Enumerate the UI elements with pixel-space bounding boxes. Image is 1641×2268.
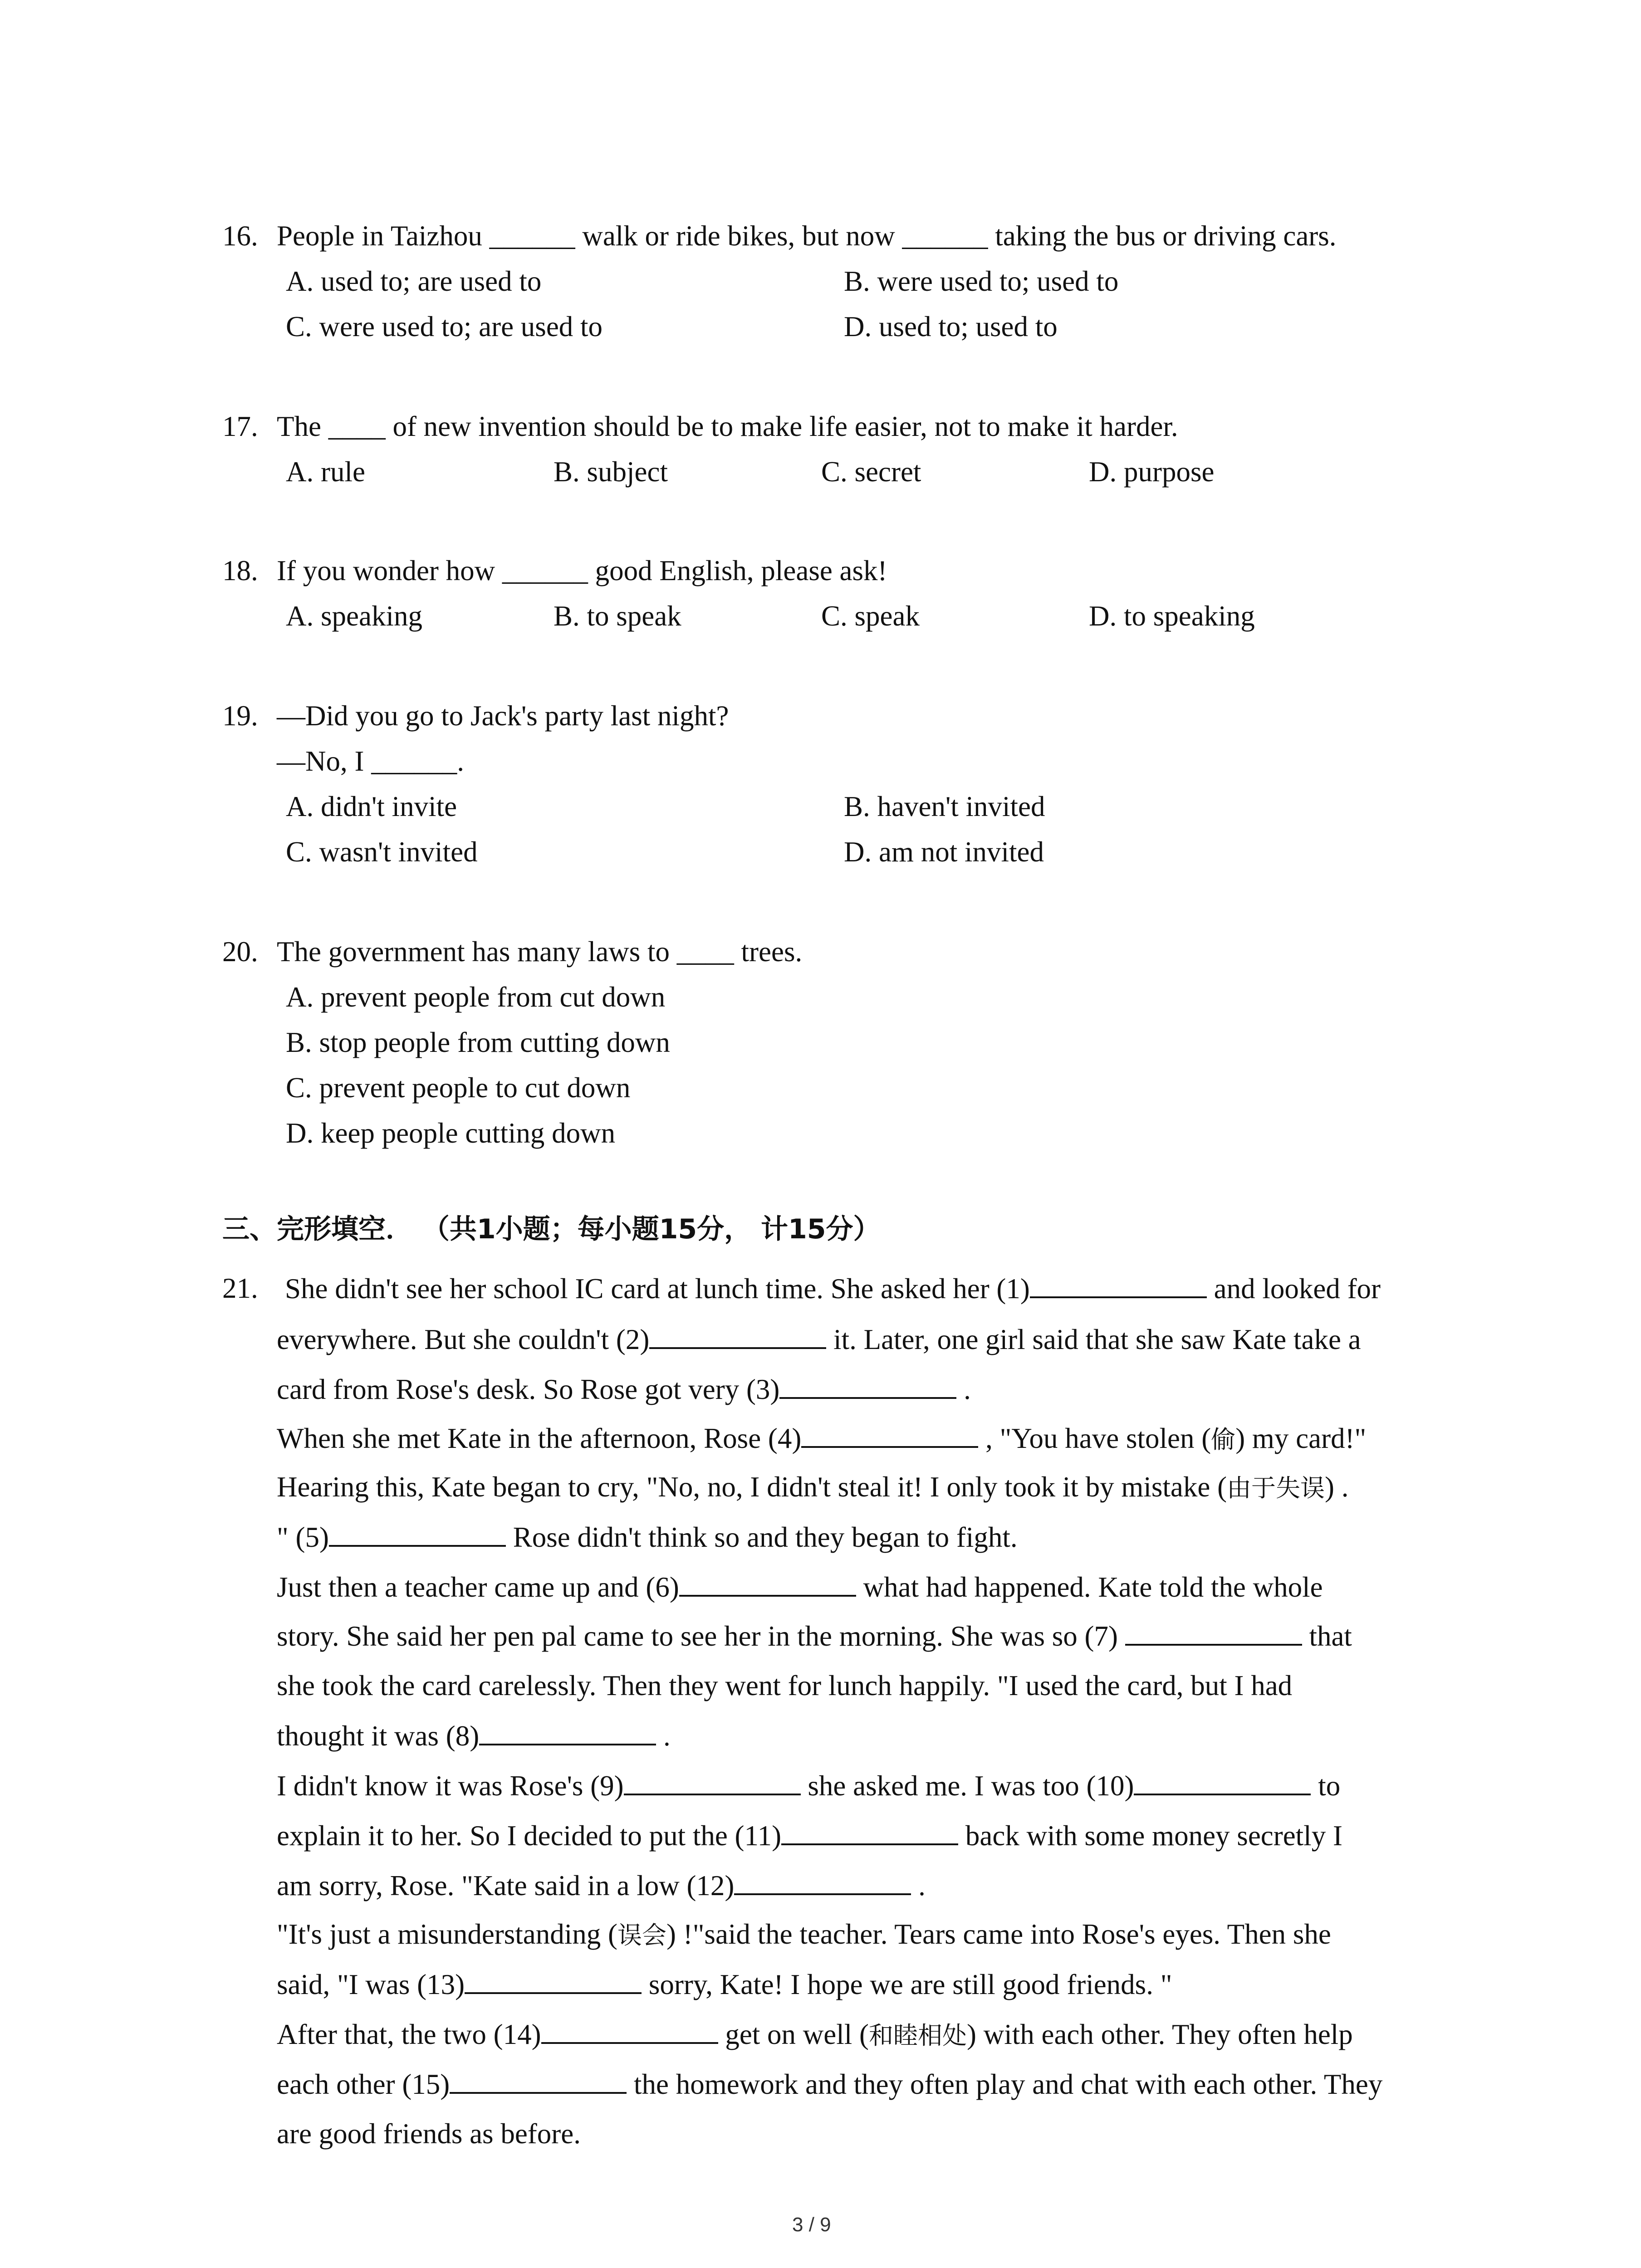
option-c: C. secret [821, 456, 921, 488]
answer-blank [450, 2066, 627, 2094]
chinese-gloss: 和睦相处 [869, 2021, 967, 2050]
cloze-text: I didn't know it was Rose's (9) [277, 1770, 624, 1802]
cloze-line [277, 1966, 1172, 2003]
cloze-text: . [956, 1374, 971, 1405]
option-a: A. didn't invite [286, 791, 457, 822]
cloze-text: She didn't see her school IC card at lunch time. She asked her (1) [285, 1273, 1030, 1305]
option-b: B. haven't invited [844, 791, 1045, 822]
cloze-text: she took the card carelessly. Then they went for lunch happily. "I used the card, but I had [277, 1670, 1293, 1701]
option-a: A. rule [286, 456, 365, 488]
cloze-text: , "You have stolen ( [978, 1422, 1211, 1454]
answer-blank [1030, 1270, 1207, 1298]
option-d: D. used to; used to [844, 311, 1058, 342]
answer-blank [624, 1767, 801, 1795]
question-number: 17. [222, 411, 258, 442]
cloze-text: to [1311, 1770, 1341, 1802]
cloze-line [277, 1667, 1292, 1704]
cloze-line [277, 1371, 971, 1408]
option-a: A. used to; are used to [286, 265, 542, 297]
chinese-gloss: 由于失误 [1227, 1474, 1325, 1502]
cloze-text: the homework and they often play and chat with each other. They [627, 2068, 1383, 2100]
cloze-text: said, "I was (13) [277, 1969, 465, 2000]
question-number: 16. [222, 220, 258, 252]
cloze-text: card from Rose's desk. So Rose got very (3) [277, 1374, 780, 1405]
question-stem: The ____ of new invention should be to make life easier, not to make it harder. [277, 411, 1178, 442]
cloze-text: thought it was (8) [277, 1720, 480, 1752]
cloze-text: "It's just a misunderstanding ( [277, 1918, 617, 1950]
cloze-line [277, 2116, 581, 2152]
cloze-text: When she met Kate in the afternoon, Rose (4) [277, 1422, 802, 1454]
question-stem: If you wonder how ______ good English, please ask! [277, 555, 887, 587]
cloze-text: story. She said her pen pal came to see her in the morning. She was so (7) [277, 1620, 1125, 1652]
option-d: D. keep people cutting down [286, 1117, 616, 1149]
cloze-text: get on well ( [718, 2019, 869, 2050]
cloze-text: ) . [1325, 1471, 1349, 1503]
answer-blank [649, 1321, 826, 1349]
option-c: C. prevent people to cut down [286, 1072, 631, 1104]
cloze-text: . [911, 1870, 926, 1901]
question-number: 20. [222, 936, 258, 968]
cloze-text: Hearing this, Kate began to cry, "No, no, I didn't steal it! I only took it by mistake ( [277, 1471, 1227, 1503]
option-d: D. to speaking [1089, 600, 1255, 632]
answer-blank [329, 1519, 506, 1547]
cloze-text: what had happened. Kate told the whole [856, 1571, 1323, 1603]
cloze-line [277, 1618, 1352, 1654]
cloze-line [277, 1469, 1349, 1506]
answer-blank [479, 1717, 656, 1745]
cloze-line [277, 2066, 1382, 2102]
question-stem: The government has many laws to ____ trees. [277, 936, 803, 968]
cloze-text: am sorry, Rose. "Kate said in a low (12) [277, 1870, 735, 1901]
answer-blank [779, 1371, 956, 1399]
cloze-line [277, 1817, 1342, 1854]
answer-blank [1134, 1767, 1311, 1795]
chinese-gloss: 误会 [617, 1921, 666, 1950]
cloze-text: each other (15) [277, 2068, 450, 2100]
cloze-line [277, 1717, 671, 1754]
option-d: D. am not invited [844, 836, 1044, 868]
question-number: 21. [222, 1272, 258, 1304]
cloze-text: back with some money secretly I [958, 1820, 1342, 1852]
cloze-text: ) my card!" [1235, 1422, 1367, 1454]
option-a: A. speaking [286, 600, 422, 632]
cloze-text: ) !"said the teacher. Tears came into Rose's eyes. Then she [666, 1918, 1331, 1950]
cloze-line [277, 1569, 1323, 1605]
option-c: C. speak [821, 600, 920, 632]
option-a: A. prevent people from cut down [286, 981, 666, 1013]
option-b: B. stop people from cutting down [286, 1026, 670, 1058]
cloze-text: that [1302, 1620, 1352, 1652]
question-number: 18. [222, 555, 258, 587]
cloze-line [277, 1767, 1340, 1804]
question-stem: People in Taizhou ______ walk or ride bikes, but now ______ taking the bus or driving cars. [277, 220, 1337, 252]
chinese-gloss: 偷 [1211, 1425, 1236, 1454]
cloze-text: ) with each other. They often help [967, 2019, 1353, 2050]
option-d: D. purpose [1089, 456, 1215, 488]
cloze-line [277, 1916, 1331, 1954]
option-c: C. wasn't invited [286, 836, 478, 868]
cloze-text: explain it to her. So I decided to put the (11) [277, 1820, 782, 1852]
cloze-line [277, 1420, 1366, 1458]
cloze-text: . [656, 1720, 671, 1752]
answer-blank [1125, 1618, 1302, 1646]
cloze-line [277, 1867, 926, 1904]
cloze-text: and looked for [1206, 1273, 1381, 1305]
section-heading: 三、完形填空． （共1小题；每小题15分， 计15分） [222, 1213, 881, 1245]
cloze-text: it. Later, one girl said that she saw Kate take a [826, 1324, 1361, 1355]
option-b: B. were used to; used to [844, 265, 1119, 297]
cloze-text: everywhere. But she couldn't (2) [277, 1324, 650, 1355]
answer-blank [801, 1420, 978, 1448]
answer-blank [679, 1569, 856, 1597]
answer-blank [541, 2016, 718, 2044]
cloze-text: Rose didn't think so and they began to fight. [505, 1521, 1018, 1553]
cloze-text: " (5) [277, 1521, 329, 1553]
cloze-line [277, 1519, 1018, 1555]
page-number: 3 / 9 [792, 2214, 831, 2236]
question-number: 19. [222, 700, 258, 732]
answer-blank [781, 1817, 958, 1845]
answer-blank [734, 1867, 911, 1895]
cloze-text: she asked me. I was too (10) [800, 1770, 1134, 1802]
cloze-text: are good friends as before. [277, 2118, 581, 2150]
option-b: B. to speak [554, 600, 681, 632]
cloze-line [277, 1321, 1361, 1358]
cloze-line [277, 2016, 1353, 2054]
cloze-text: After that, the two (14) [277, 2019, 541, 2050]
question-stem-line2: —No, I ______. [277, 745, 464, 777]
question-stem-line1: —Did you go to Jack's party last night? [277, 700, 729, 732]
option-b: B. subject [554, 456, 668, 488]
cloze-text: sorry, Kate! I hope we are still good friends. " [642, 1969, 1172, 2000]
answer-blank [465, 1966, 642, 1994]
cloze-line [285, 1270, 1381, 1307]
option-c: C. were used to; are used to [286, 311, 603, 342]
cloze-text: Just then a teacher came up and (6) [277, 1571, 679, 1603]
